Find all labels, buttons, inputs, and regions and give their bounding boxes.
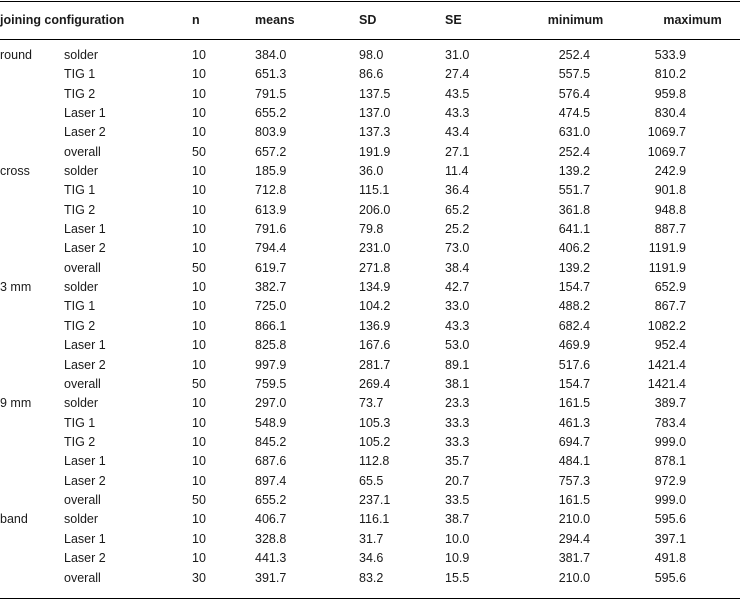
- minimum-cell: 406.2: [558, 241, 591, 256]
- sd-cell: 191.9: [359, 144, 391, 159]
- se-cell: 38.7: [445, 512, 470, 527]
- n-cell: 10: [192, 163, 206, 178]
- sd-cell: 36.0: [359, 163, 384, 178]
- group-label: [0, 472, 64, 491]
- group-label: [0, 568, 64, 587]
- table-row: [0, 375, 742, 394]
- sd-cell: 105.3: [359, 415, 391, 430]
- table-row: [0, 259, 742, 278]
- se-cell: 33.0: [445, 299, 470, 314]
- maximum-cell: 830.4: [654, 105, 687, 120]
- config-cell: Laser 1: [64, 222, 106, 237]
- n-cell: 10: [192, 551, 206, 566]
- sd-cell: 136.9: [359, 318, 391, 333]
- table-row: [0, 278, 742, 297]
- n-cell: 30: [192, 570, 206, 585]
- config-cell: TIG 1: [64, 299, 96, 314]
- sd-cell: 115.1: [359, 183, 390, 198]
- n-cell: 10: [192, 396, 206, 411]
- config-cell: TIG 1: [64, 415, 96, 430]
- sd-cell: 105.2: [359, 435, 391, 449]
- group-label: [0, 123, 64, 142]
- sd-cell: 31.7: [359, 531, 384, 546]
- n-cell: 10: [192, 299, 206, 314]
- n-cell: 50: [192, 144, 206, 159]
- se-cell: 25.2: [445, 222, 470, 237]
- table-row: [0, 472, 742, 491]
- table-row: [0, 336, 742, 355]
- maximum-cell: 867.7: [654, 299, 687, 314]
- config-cell: Laser 1: [64, 105, 106, 120]
- means-cell: 712.8: [255, 183, 287, 198]
- se-cell: 23.3: [445, 396, 470, 411]
- means-cell: 441.3: [255, 551, 287, 566]
- config-cell: Laser 2: [64, 551, 106, 566]
- table-row: [0, 549, 742, 568]
- config-cell: overall: [64, 493, 101, 508]
- group-label: [0, 104, 64, 123]
- means-cell: 651.3: [255, 67, 287, 82]
- minimum-cell: 682.4: [558, 318, 591, 333]
- config-cell: overall: [64, 260, 101, 275]
- sd-cell: 34.6: [359, 551, 384, 566]
- group-label: [0, 317, 64, 336]
- config-cell: solder: [64, 280, 99, 295]
- table-row: [0, 162, 742, 181]
- means-cell: 619.7: [255, 260, 287, 275]
- sd-cell: 137.3: [359, 125, 391, 140]
- sd-cell: 137.0: [359, 105, 391, 120]
- group-label: [0, 336, 64, 355]
- group-label: [0, 452, 64, 471]
- maximum-cell: 595.6: [654, 570, 687, 585]
- maximum-cell: 901.8: [654, 183, 687, 198]
- table-row: [0, 491, 742, 510]
- sd-cell: 86.6: [359, 67, 384, 82]
- se-cell: 43.3: [445, 318, 470, 333]
- means-cell: 391.7: [255, 570, 287, 585]
- header-means: means: [255, 13, 295, 27]
- n-cell: 10: [192, 531, 206, 546]
- group-label: [0, 84, 64, 103]
- se-cell: 10.9: [445, 551, 470, 566]
- table-row: [0, 239, 742, 258]
- minimum-cell: 154.7: [558, 376, 591, 391]
- sd-cell: 231.0: [359, 241, 391, 256]
- maximum-cell: 783.4: [654, 415, 687, 430]
- maximum-cell: 878.1: [654, 454, 687, 469]
- config-cell: TIG 2: [64, 318, 96, 333]
- means-cell: 866.1: [255, 318, 287, 333]
- table-row: [0, 433, 742, 452]
- minimum-cell: 294.4: [558, 531, 591, 546]
- minimum-cell: 252.4: [558, 48, 591, 62]
- table-row: [0, 317, 742, 336]
- minimum-cell: 154.7: [558, 280, 591, 295]
- table-body: [0, 40, 742, 588]
- means-cell: 657.2: [255, 144, 287, 159]
- table-row: [0, 530, 742, 549]
- sd-cell: 237.1: [359, 493, 391, 508]
- table-row: [0, 40, 742, 65]
- means-cell: 655.2: [255, 105, 287, 120]
- group-label: [0, 549, 64, 568]
- config-cell: Laser 2: [64, 125, 106, 140]
- minimum-cell: 252.4: [558, 144, 591, 159]
- minimum-cell: 551.7: [558, 183, 591, 198]
- maximum-cell: 887.7: [654, 222, 687, 237]
- maximum-cell: 595.6: [654, 512, 687, 527]
- means-cell: 297.0: [255, 396, 287, 411]
- maximum-cell: 952.4: [654, 338, 687, 353]
- minimum-cell: 161.5: [558, 493, 591, 508]
- maximum-cell: 948.8: [654, 202, 687, 217]
- group-label: [0, 239, 64, 258]
- config-cell: Laser 1: [64, 454, 106, 469]
- minimum-cell: 576.4: [558, 86, 591, 101]
- config-cell: TIG 2: [64, 435, 96, 449]
- maximum-cell: 999.0: [654, 435, 687, 449]
- means-cell: 613.9: [255, 202, 287, 217]
- sd-cell: 79.8: [359, 222, 384, 237]
- minimum-cell: 641.1: [558, 222, 591, 237]
- header-joining-configuration: joining configuration: [0, 13, 125, 27]
- header-maximum: maximum: [663, 13, 722, 27]
- group-label: [0, 530, 64, 549]
- group-label: [0, 297, 64, 316]
- minimum-cell: 484.1: [558, 454, 591, 469]
- header-minimum: minimum: [547, 13, 604, 27]
- n-cell: 10: [192, 454, 206, 469]
- maximum-cell: 1421.4: [647, 357, 687, 372]
- means-cell: 845.2: [255, 435, 287, 449]
- minimum-cell: 469.9: [558, 338, 591, 353]
- config-cell: Laser 2: [64, 357, 106, 372]
- means-cell: 384.0: [255, 48, 287, 62]
- group-label: [0, 181, 64, 200]
- se-cell: 43.4: [445, 125, 470, 140]
- means-cell: 897.4: [255, 473, 287, 488]
- se-cell: 27.4: [445, 67, 470, 82]
- config-cell: solder: [64, 163, 99, 178]
- se-cell: 31.0: [445, 48, 470, 62]
- minimum-cell: 694.7: [558, 435, 591, 449]
- means-cell: 185.9: [255, 163, 287, 178]
- maximum-cell: 389.7: [654, 396, 687, 411]
- table-row: [0, 201, 742, 220]
- table-row: [0, 510, 742, 529]
- means-cell: 791.5: [255, 86, 287, 101]
- maximum-cell: 491.8: [654, 551, 687, 566]
- means-cell: 791.6: [255, 222, 287, 237]
- n-cell: 50: [192, 260, 206, 275]
- minimum-cell: 757.3: [558, 473, 591, 488]
- se-cell: 36.4: [445, 183, 470, 198]
- se-cell: 33.3: [445, 415, 470, 430]
- group-label: [0, 433, 64, 452]
- se-cell: 43.5: [445, 86, 470, 101]
- maximum-cell: 652.9: [654, 280, 687, 295]
- se-cell: 15.5: [445, 570, 470, 585]
- config-cell: TIG 1: [64, 67, 96, 82]
- minimum-cell: 461.3: [558, 415, 591, 430]
- config-cell: Laser 1: [64, 338, 106, 353]
- table-row: [0, 142, 742, 161]
- group-label: 9 mm: [0, 396, 32, 411]
- sd-cell: 73.7: [359, 396, 384, 411]
- n-cell: 10: [192, 415, 206, 430]
- maximum-cell: 1069.7: [647, 125, 687, 140]
- maximum-cell: 1421.4: [647, 376, 687, 391]
- group-label: [0, 142, 64, 161]
- table-row: [0, 181, 742, 200]
- n-cell: 10: [192, 202, 206, 217]
- means-cell: 687.6: [255, 454, 287, 469]
- means-cell: 803.9: [255, 125, 287, 140]
- n-cell: 10: [192, 338, 206, 353]
- maximum-cell: 999.0: [654, 493, 687, 508]
- n-cell: 10: [192, 125, 206, 140]
- maximum-cell: 533.9: [654, 48, 687, 62]
- sd-cell: 83.2: [359, 570, 384, 585]
- table-row: [0, 123, 742, 142]
- config-cell: overall: [64, 144, 101, 159]
- means-cell: 328.8: [255, 531, 287, 546]
- se-cell: 20.7: [445, 473, 470, 488]
- means-cell: 725.0: [255, 299, 287, 314]
- maximum-cell: 1191.9: [648, 260, 687, 275]
- n-cell: 10: [192, 473, 206, 488]
- n-cell: 10: [192, 318, 206, 333]
- table-row: [0, 104, 742, 123]
- minimum-cell: 210.0: [558, 512, 591, 527]
- se-cell: 42.7: [445, 280, 470, 295]
- config-cell: solder: [64, 396, 99, 411]
- group-label: [0, 413, 64, 432]
- table-row: [0, 452, 742, 471]
- sd-cell: 104.2: [359, 299, 391, 314]
- n-cell: 10: [192, 222, 206, 237]
- config-cell: Laser 1: [64, 531, 106, 546]
- sd-cell: 167.6: [359, 338, 391, 353]
- se-cell: 89.1: [445, 357, 470, 372]
- config-cell: TIG 1: [64, 183, 96, 198]
- n-cell: 10: [192, 86, 206, 101]
- maximum-cell: 810.2: [654, 67, 687, 82]
- group-label: [0, 220, 64, 239]
- sd-cell: 271.8: [359, 260, 391, 275]
- maximum-cell: 1082.2: [647, 318, 687, 333]
- sd-cell: 269.4: [359, 376, 391, 391]
- maximum-cell: 242.9: [654, 163, 687, 178]
- minimum-cell: 474.5: [558, 105, 591, 120]
- config-cell: overall: [64, 376, 101, 391]
- se-cell: 27.1: [445, 144, 470, 159]
- config-cell: Laser 2: [64, 473, 106, 488]
- minimum-cell: 381.7: [558, 551, 591, 566]
- n-cell: 10: [192, 357, 206, 372]
- sd-cell: 137.5: [359, 86, 391, 101]
- means-cell: 655.2: [255, 493, 287, 508]
- config-cell: TIG 2: [64, 86, 96, 101]
- sd-cell: 206.0: [359, 202, 391, 217]
- config-cell: overall: [64, 570, 101, 585]
- se-cell: 35.7: [445, 454, 470, 469]
- se-cell: 10.0: [445, 531, 470, 546]
- se-cell: 38.4: [445, 260, 470, 275]
- n-cell: 10: [192, 183, 206, 198]
- maximum-cell: 959.8: [654, 86, 687, 101]
- header-n: n: [192, 13, 200, 27]
- group-label: 3 mm: [0, 280, 32, 295]
- sd-cell: 134.9: [359, 280, 391, 295]
- config-cell: TIG 2: [64, 202, 96, 217]
- table-row: [0, 84, 742, 103]
- n-cell: 50: [192, 493, 206, 508]
- table-row: [0, 220, 742, 239]
- n-cell: 10: [192, 48, 206, 62]
- maximum-cell: 972.9: [654, 473, 687, 488]
- maximum-cell: 397.1: [654, 531, 687, 546]
- minimum-cell: 139.2: [558, 260, 591, 275]
- sd-cell: 65.5: [359, 473, 384, 488]
- se-cell: 11.4: [445, 163, 469, 178]
- maximum-cell: 1069.7: [647, 144, 687, 159]
- group-label: [0, 201, 64, 220]
- sd-cell: 98.0: [359, 48, 384, 62]
- maximum-cell: 1191.9: [648, 241, 687, 256]
- means-cell: 406.7: [255, 512, 287, 527]
- minimum-cell: 361.8: [558, 202, 591, 217]
- table-row: [0, 297, 742, 316]
- means-cell: 825.8: [255, 338, 287, 353]
- means-cell: 382.7: [255, 280, 287, 295]
- n-cell: 10: [192, 67, 206, 82]
- sd-cell: 112.8: [359, 454, 390, 469]
- se-cell: 65.2: [445, 202, 470, 217]
- se-cell: 53.0: [445, 338, 470, 353]
- n-cell: 10: [192, 512, 206, 527]
- group-label: round: [0, 48, 32, 62]
- config-cell: solder: [64, 512, 99, 527]
- table-row: [0, 568, 742, 587]
- header-se: SE: [445, 13, 462, 27]
- minimum-cell: 139.2: [558, 163, 591, 178]
- group-label: band: [0, 512, 28, 527]
- minimum-cell: 631.0: [558, 125, 591, 140]
- means-cell: 997.9: [255, 357, 287, 372]
- table-row: [0, 413, 742, 432]
- header-row: [0, 0, 742, 40]
- config-cell: Laser 2: [64, 241, 106, 256]
- sd-cell: 281.7: [359, 357, 391, 372]
- sd-cell: 116.1: [359, 512, 390, 527]
- n-cell: 10: [192, 280, 206, 295]
- se-cell: 38.1: [445, 376, 470, 391]
- header-sd: SD: [359, 13, 377, 27]
- group-label: [0, 355, 64, 374]
- minimum-cell: 161.5: [558, 396, 591, 411]
- minimum-cell: 210.0: [558, 570, 591, 585]
- table-row: [0, 65, 742, 84]
- means-cell: 759.5: [255, 376, 287, 391]
- group-label: [0, 259, 64, 278]
- se-cell: 43.3: [445, 105, 470, 120]
- means-cell: 794.4: [255, 241, 287, 256]
- n-cell: 50: [192, 376, 206, 391]
- group-label: [0, 491, 64, 510]
- se-cell: 73.0: [445, 241, 470, 256]
- n-cell: 10: [192, 105, 206, 120]
- bottom-rule: [0, 598, 740, 599]
- minimum-cell: 517.6: [558, 357, 591, 372]
- group-label: [0, 65, 64, 84]
- group-label: cross: [0, 163, 30, 178]
- se-cell: 33.5: [445, 493, 470, 508]
- n-cell: 10: [192, 241, 206, 256]
- se-cell: 33.3: [445, 435, 470, 449]
- means-cell: 548.9: [255, 415, 287, 430]
- config-cell: solder: [64, 48, 99, 62]
- minimum-cell: 488.2: [558, 299, 591, 314]
- table-row: [0, 394, 742, 413]
- n-cell: 10: [192, 435, 206, 449]
- minimum-cell: 557.5: [558, 67, 591, 82]
- group-label: [0, 375, 64, 394]
- table-row: [0, 355, 742, 374]
